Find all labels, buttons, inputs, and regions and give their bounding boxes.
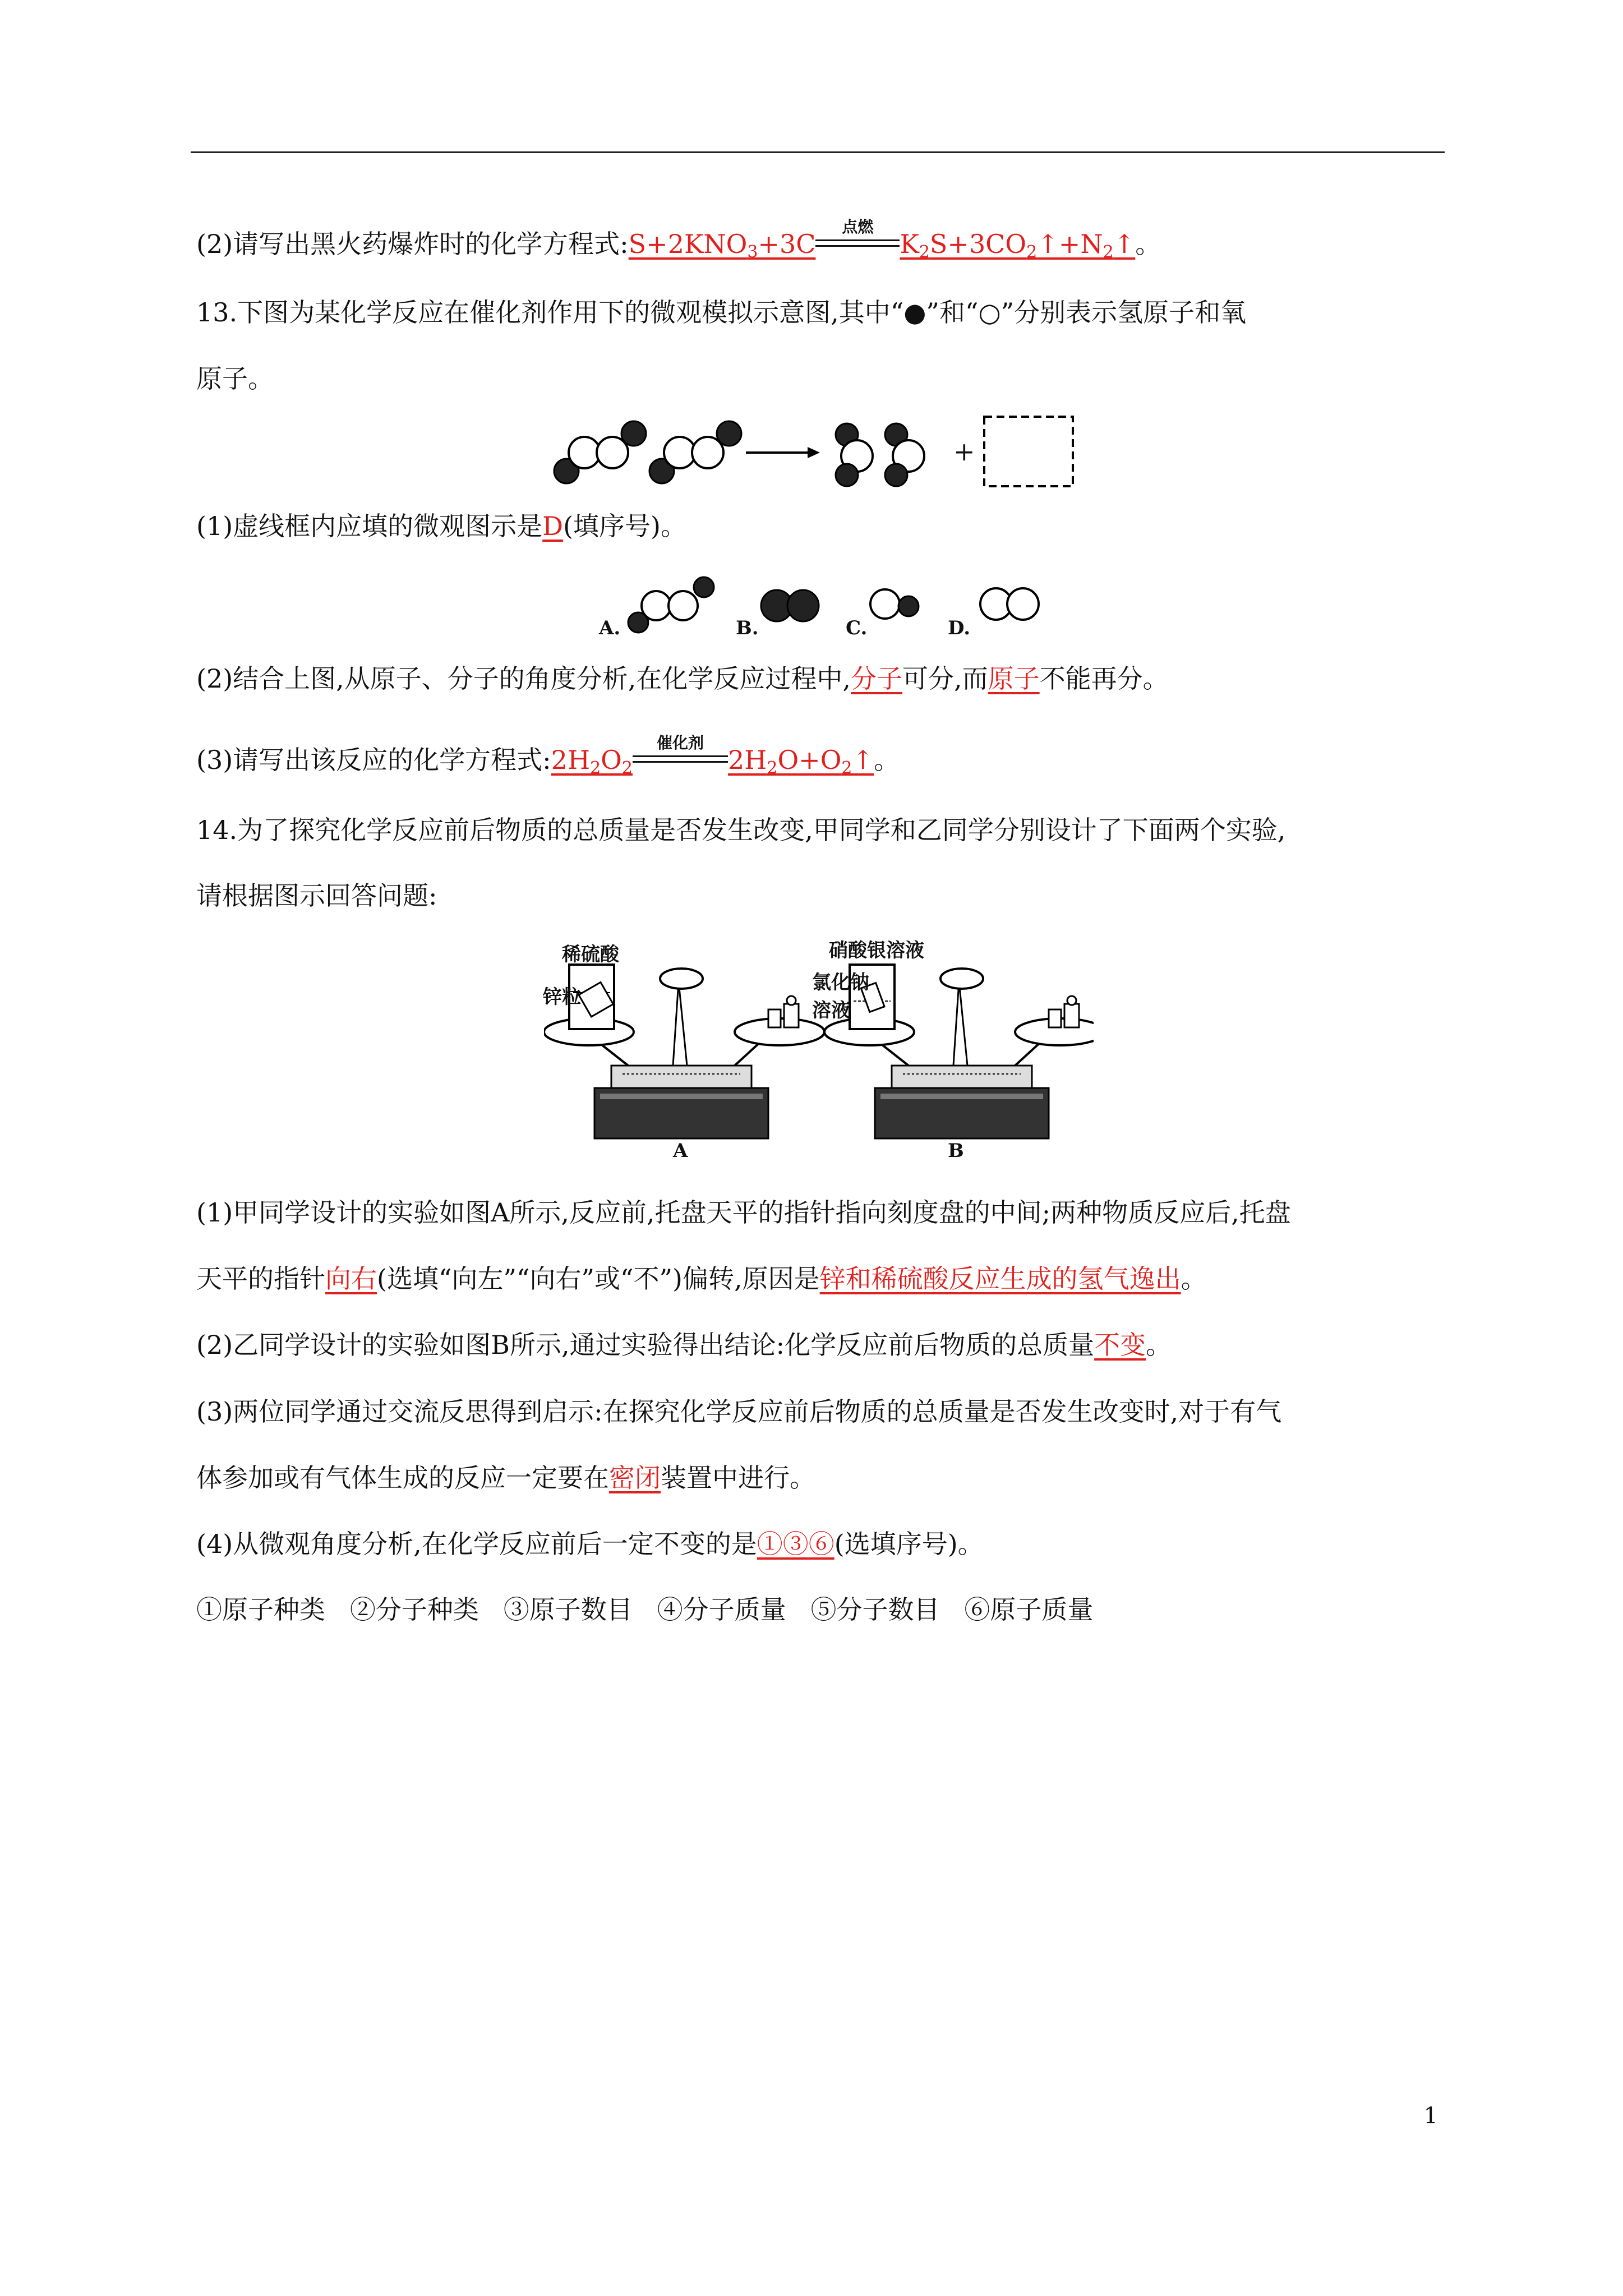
fig-a-label-zinc: 锌粒	[543, 986, 581, 1008]
q14-intro-line1: 14.为了探究化学反应前后物质的总质量是否发生改变,甲同学和乙同学分别设计了下面两个实验,	[196, 815, 1286, 845]
q12-part2: (2)请写出黑火药爆炸时的化学方程式$:S+2KNO_3+3C$ 点燃 $K_2S+3CO_2↑+N_2↑$。	[196, 218, 1161, 262]
answer-d: D	[542, 511, 564, 541]
fig-a-label-acid: 稀硫酸	[562, 943, 619, 966]
q14-part1-line2: 天平的指针向右(选填“向左”“向右”或“不”)偏转,原因是锌和稀硫酸反应生成的氢气逸出。	[196, 1264, 1207, 1294]
option-a-label: A.	[599, 617, 621, 639]
q13-part2: (2)结合上图,从原子、分子的角度分析,在化学反应过程中,分子可分,而原子不能再分。	[196, 663, 1169, 694]
q14-part3-line2: 体参加或有气体生成的反应一定要在密闭装置中进行。	[196, 1463, 815, 1493]
options-diagram	[594, 564, 1049, 637]
option-c-label: C.	[846, 617, 868, 639]
fig-b-label-solution: 溶液	[812, 999, 850, 1022]
option-d-label: D.	[948, 617, 971, 639]
q14-intro-line2: 请根据图示回答问题:	[196, 880, 437, 911]
catalyst-condition: 催化剂	[633, 751, 728, 773]
q12-equation: $S+2KNO_3+3C$	[628, 229, 816, 262]
q13-intro-line1: 13.下图为某化学反应在催化剂作用下的微观模拟示意图,其中“●”和“○”分别表示氢原子和氧	[196, 297, 1247, 328]
header-rule	[191, 151, 1445, 153]
reaction-diagram	[550, 412, 1088, 491]
q14-part1-line1: (1)甲同学设计的实验如图A所示,反应前,托盘天平的指针指向刻度盘的中间;两种物质反应后,托盘	[196, 1197, 1291, 1228]
reaction-condition: 点燃	[815, 235, 900, 257]
q13-intro-line2: 原子。	[196, 363, 274, 394]
q14-part4: (4)从微观角度分析,在化学反应前后一定不变的是①③⑥(选填序号)。	[196, 1529, 984, 1559]
fig-b-caption: B	[948, 1140, 964, 1162]
plus-sign: +	[953, 436, 975, 467]
q14-choices: ①原子种类 ②分子种类 ③原子数目 ④分子质量 ⑤分子数目 ⑥原子质量	[196, 1594, 1094, 1625]
option-b-label: B.	[736, 617, 759, 639]
fig-b-label-nacl: 氯化钠	[812, 971, 869, 994]
q13-part3: (3)请写出该反应的化学方程式$:2H_2O_2$ 催化剂 $2H_2O+O_2↑$。	[196, 734, 900, 778]
fig-b-label-silver-nitrate: 硝酸银溶液	[829, 939, 924, 962]
q13-part1: (1)虚线框内应填的微观图示是D(填序号)。	[196, 511, 686, 541]
page-number: 1	[1423, 2103, 1438, 2129]
balance-a	[544, 965, 824, 1138]
q14-part3-line1: (3)两位同学通过交流反思得到启示:在探究化学反应前后物质的总质量是否发生改变时,对于有气	[196, 1396, 1282, 1427]
q14-part2: (2)乙同学设计的实验如图B所示,通过实验得出结论:化学反应前后物质的总质量不变。	[196, 1330, 1172, 1360]
fig-a-caption: A	[673, 1140, 688, 1162]
